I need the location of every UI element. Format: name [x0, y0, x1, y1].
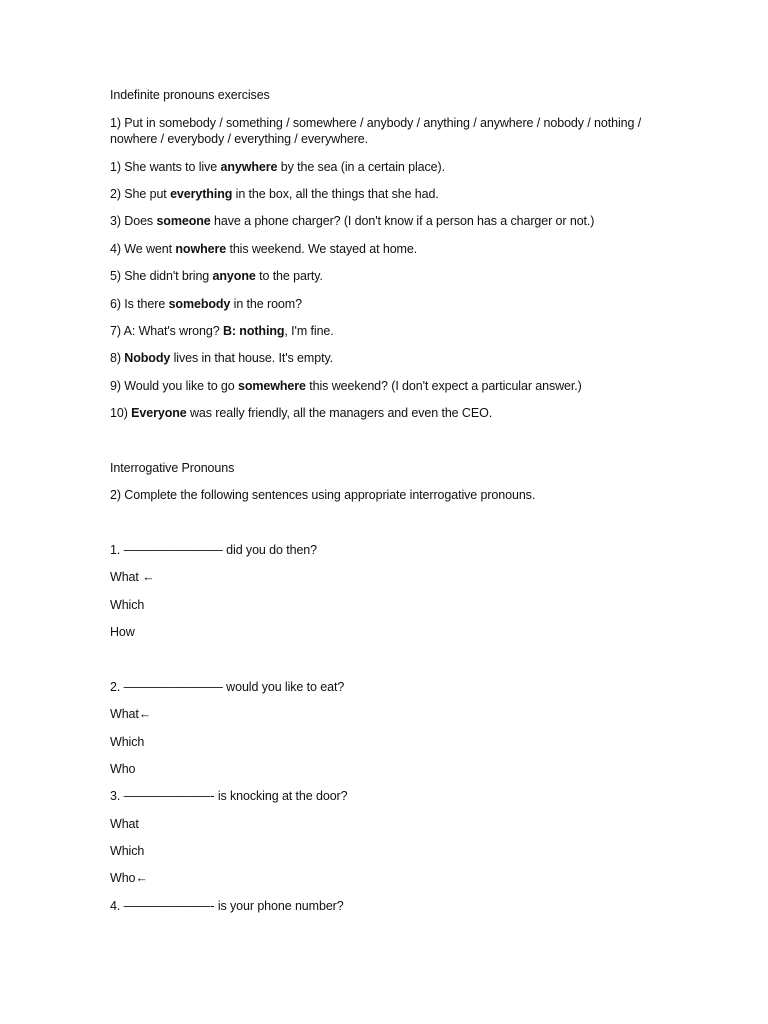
exercise-item: 8) Nobody lives in that house. It's empty.	[110, 351, 334, 365]
answer-option: How	[110, 625, 135, 639]
exercise-item: 4) We went nowhere this weekend. We stayed at home.	[110, 242, 418, 256]
answer-option: Who	[110, 762, 136, 776]
answer-option: What←	[110, 707, 152, 721]
exercise-item: 5) She didn't bring anyone to the party.	[110, 269, 323, 283]
question-text: 3. ———————- is knocking at the door?	[110, 789, 348, 803]
exercise-item: 1) She wants to live anywhere by the sea (in a certain place).	[110, 160, 445, 174]
exercise-item: 2) She put everything in the box, all the things that she had.	[110, 187, 439, 201]
exercise-item: 9) Would you like to go somewhere this weekend? (I don't expect a particular answer.)	[110, 379, 582, 393]
answer-option: Which	[110, 598, 145, 612]
section1-instruction: 1) Put in somebody / something / somewhere / anybody / anything / anywhere / nobody / nothing / nowhere / everybody / everything / everywhere.	[110, 116, 642, 146]
section2-title: Interrogative Pronouns	[110, 461, 235, 475]
answer-option: What ←	[110, 570, 155, 584]
exercise-item: 3) Does someone have a phone charger? (I don't know if a person has a charger or not.)	[110, 214, 595, 228]
answer-option: What	[110, 817, 139, 831]
section2-instruction: 2) Complete the following sentences using appropriate interrogative pronouns.	[110, 488, 536, 502]
question-text: 2. ———————— would you like to eat?	[110, 680, 345, 694]
answer-option: Who←	[110, 871, 148, 885]
answer-option: Which	[110, 844, 145, 858]
answer-option: Which	[110, 735, 145, 749]
question-text: 1. ———————— did you do then?	[110, 543, 318, 557]
exercise-item: 10) Everyone was really friendly, all the managers and even the CEO.	[110, 406, 493, 420]
section1-title: Indefinite pronouns exercises	[110, 88, 270, 102]
question-text: 4. ———————- is your phone number?	[110, 899, 344, 913]
exercise-item: 6) Is there somebody in the room?	[110, 297, 302, 311]
exercise-item: 7) A: What's wrong? B: nothing, I'm fine.	[110, 324, 334, 338]
